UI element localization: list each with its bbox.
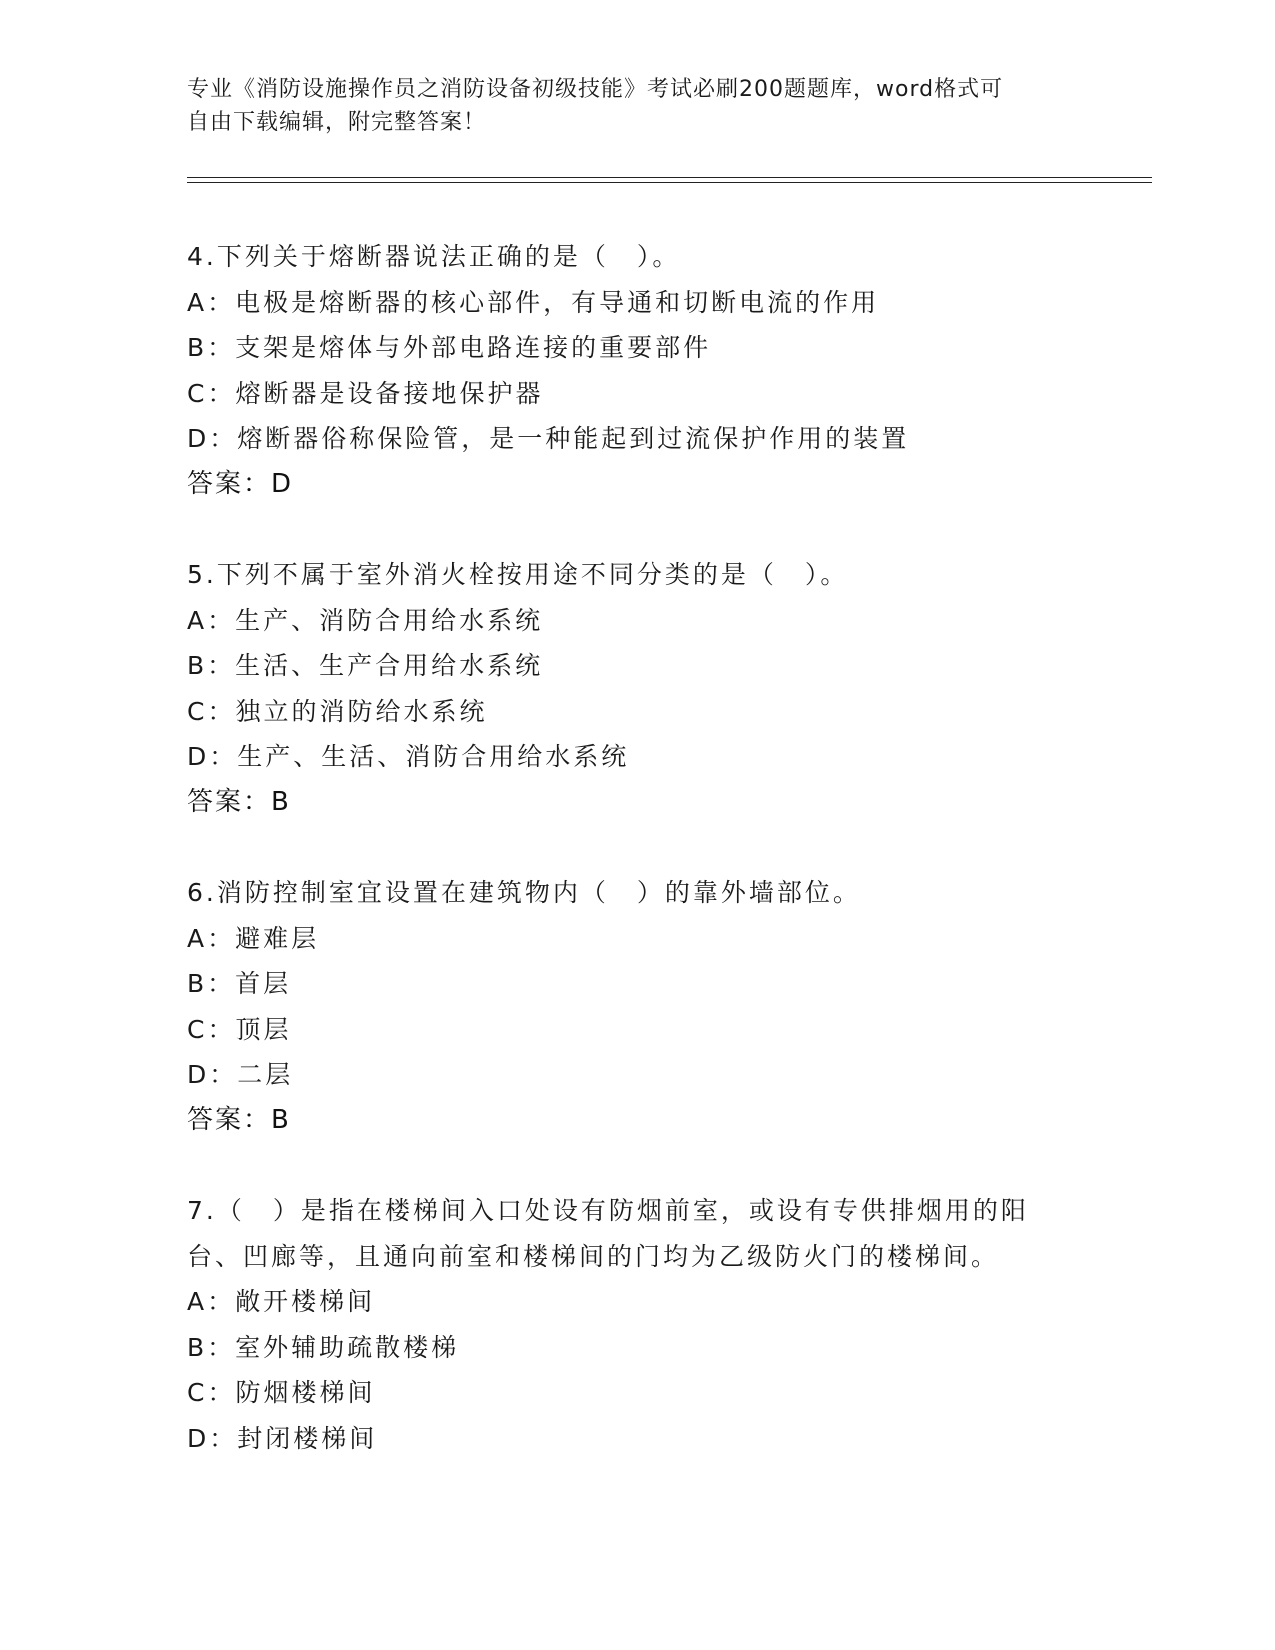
question-stem-line-1: 7.（ ）是指在楼梯间入口处设有防烟前室，或设有专供排烟用的阳 (187, 1196, 1029, 1225)
question-item (187, 870, 1087, 1143)
answer-label: 答案： (187, 1104, 272, 1135)
option-c: C：防烟楼梯间 (187, 1378, 376, 1407)
option-b: B：首层 (187, 969, 292, 998)
option-d: D：生产、生活、消防合用给水系统 (187, 742, 630, 771)
answer-value: B (271, 786, 290, 817)
header-line-2: 自由下载编辑，附完整答案！ (187, 110, 487, 135)
option-d: D：封闭楼梯间 (187, 1423, 378, 1453)
option-c: C：独立的消防给水系统 (187, 696, 488, 726)
option-b: B：室外辅助疏散楼梯 (187, 1332, 460, 1362)
question-stem-line-2: 台、凹廊等，且通向前室和楼梯间的门均为乙级防火门的楼梯间。 (187, 1241, 1000, 1271)
option-d: D：熔断器俗称保险管，是一种能起到过流保护作用的装置 (187, 424, 910, 453)
header-divider-bottom (187, 182, 1152, 183)
question-item (187, 1188, 1087, 1461)
option-d: D：二层 (187, 1060, 294, 1089)
answer-value: D (271, 468, 293, 499)
option-a: A：敞开楼梯间 (187, 1287, 376, 1316)
answer-line (187, 1098, 1087, 1144)
option-c: C：熔断器是设备接地保护器 (187, 378, 544, 408)
answer-line (187, 780, 1087, 826)
answer-label: 答案： (187, 786, 272, 817)
option-a: A：避难层 (187, 923, 320, 953)
question-list (187, 234, 1087, 1506)
document-header (187, 73, 1067, 139)
header-divider-top (187, 177, 1152, 178)
question-stem: 6.消防控制室宜设置在建筑物内（ ）的靠外墙部位。 (187, 878, 861, 907)
header-line-1: 专业《消防设施操作员之消防设备初级技能》考试必刷200题题库，word格式可 (187, 77, 1004, 102)
question-stem: 4.下列关于熔断器说法正确的是（ ）。 (187, 242, 681, 271)
answer-value: B (271, 1104, 290, 1135)
option-b: B：支架是熔体与外部电路连接的重要部件 (187, 333, 712, 362)
question-item (187, 234, 1087, 507)
question-stem: 5.下列不属于室外消火栓按用途不同分类的是（ ）。 (187, 560, 849, 589)
answer-line (187, 462, 1087, 508)
option-b: B：生活、生产合用给水系统 (187, 651, 544, 680)
question-item (187, 552, 1087, 825)
answer-label: 答案： (187, 468, 272, 499)
option-c: C：顶层 (187, 1014, 292, 1044)
option-a: A：电极是熔断器的核心部件，有导通和切断电流的作用 (187, 287, 880, 317)
option-a: A：生产、消防合用给水系统 (187, 605, 544, 635)
